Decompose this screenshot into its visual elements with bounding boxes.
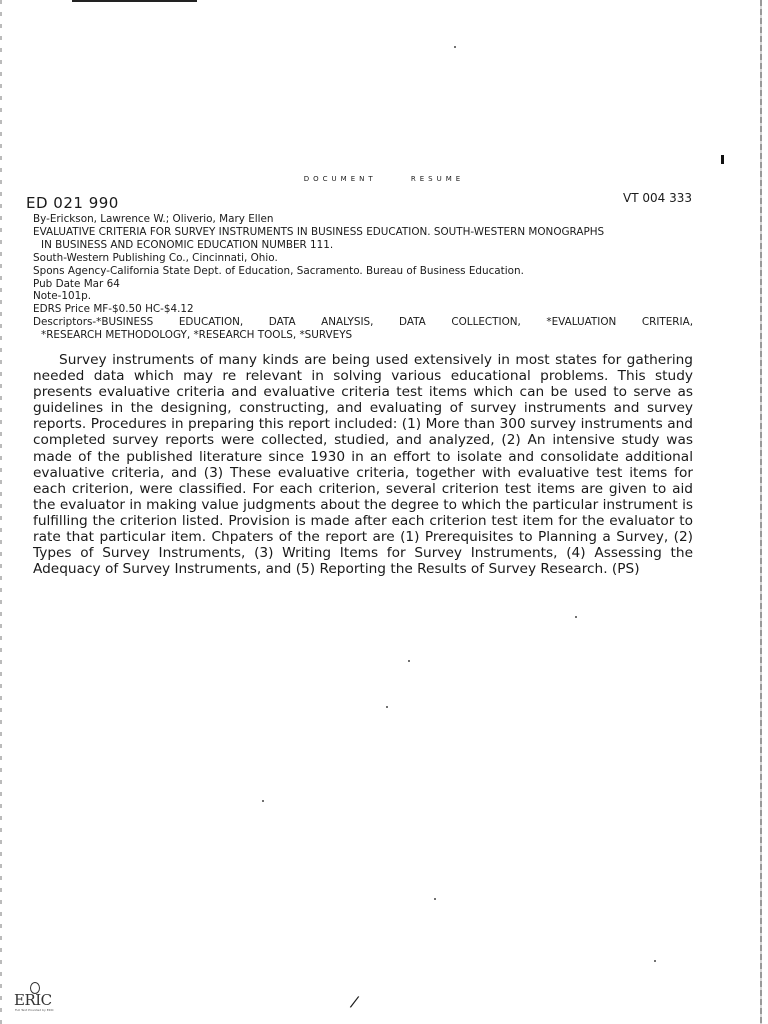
scan-edge-right (760, 0, 762, 1024)
eric-logo (12, 982, 56, 1014)
scan-speck (262, 800, 264, 802)
scan-mark (721, 155, 724, 164)
scan-speck (454, 46, 456, 48)
title-line-2: IN BUSINESS AND ECONOMIC EDUCATION NUMBER 111. (41, 238, 334, 251)
abstract-text: Survey instruments of many kinds are being used extensively in most states for gathering needed data which may re relevant in solving various educational problems. This study presents evaluative criteria and evaluative criteria test items which can be used to serve as guidelines in the designing, constructing, and evaluating of survey instruments and survey reports. Procedures in preparing this report included: (1) More than 300 survey instruments and completed survey reports were collected, studied, and analyzed, (2) An intensive study was made of the published literature since 1930 in an effort to isolate and consolidate additional evaluative criteria, and (3) These evaluative criteria, together with evaluative test items for each criterion, were classified. For each criterion, several criterion test items are given to aid the evaluator in making value judgments about the degree to which the particular instrument is fulfilling the criterion listed. Provision is made after each criterion test item for the evaluator to rate that particular item. Chpaters of the report are (1) Prerequisites to Planning a Survey, (2) Types of Survey Instruments, (3) Writing Items for Survey Instruments, (4) Assessing the Adequacy of Survey Instruments, and (5) Reporting the Results of Survey Research. (PS) (33, 352, 693, 578)
handwritten-slash: / (348, 991, 361, 1012)
pub-date: Pub Date Mar 64 (33, 277, 120, 290)
abstract (33, 352, 693, 577)
title-line-1: EVALUATIVE CRITERIA FOR SURVEY INSTRUMENTS IN BUSINESS EDUCATION. SOUTH-WESTERN MONOGRAPHS (33, 225, 605, 238)
top-rule (72, 0, 197, 2)
authors: By-Erickson, Lawrence W.; Oliverio, Mary Ellen (33, 213, 274, 225)
sponsor-agency: Spons Agency-California State Dept. of Education, Sacramento. Bureau of Business Education. (33, 264, 524, 277)
bibliographic-metadata (33, 213, 693, 342)
eric-logo-subtext: Full Text Provided by ERIC (15, 1008, 54, 1012)
descriptors-line-1: Descriptors-*BUSINESS EDUCATION, DATA ANALYSIS, DATA COLLECTION, *EVALUATION CRITERIA, (33, 316, 693, 329)
scan-speck (408, 660, 410, 662)
eric-logo-text: ERIC (14, 991, 52, 1009)
descriptors-line-2: *RESEARCH METHODOLOGY, *RESEARCH TOOLS, *SURVEYS (41, 329, 353, 342)
edrs-price: EDRS Price MF-$0.50 HC-$4.12 (33, 303, 194, 316)
heading-word-document: DOCUMENT (303, 175, 377, 183)
scan-speck (575, 616, 577, 618)
vt-number: VT 004 333 (623, 191, 692, 205)
heading-word-resume: RESUME (410, 175, 465, 183)
scan-speck (386, 706, 388, 708)
scan-speck (434, 898, 436, 900)
scan-speck (654, 960, 656, 962)
ed-number: ED 021 990 (26, 194, 119, 212)
document-resume-heading (0, 175, 768, 183)
note: Note-101p. (33, 290, 92, 303)
scan-edge-left (0, 0, 2, 1024)
publisher: South-Western Publishing Co., Cincinnati, Ohio. (33, 251, 278, 264)
